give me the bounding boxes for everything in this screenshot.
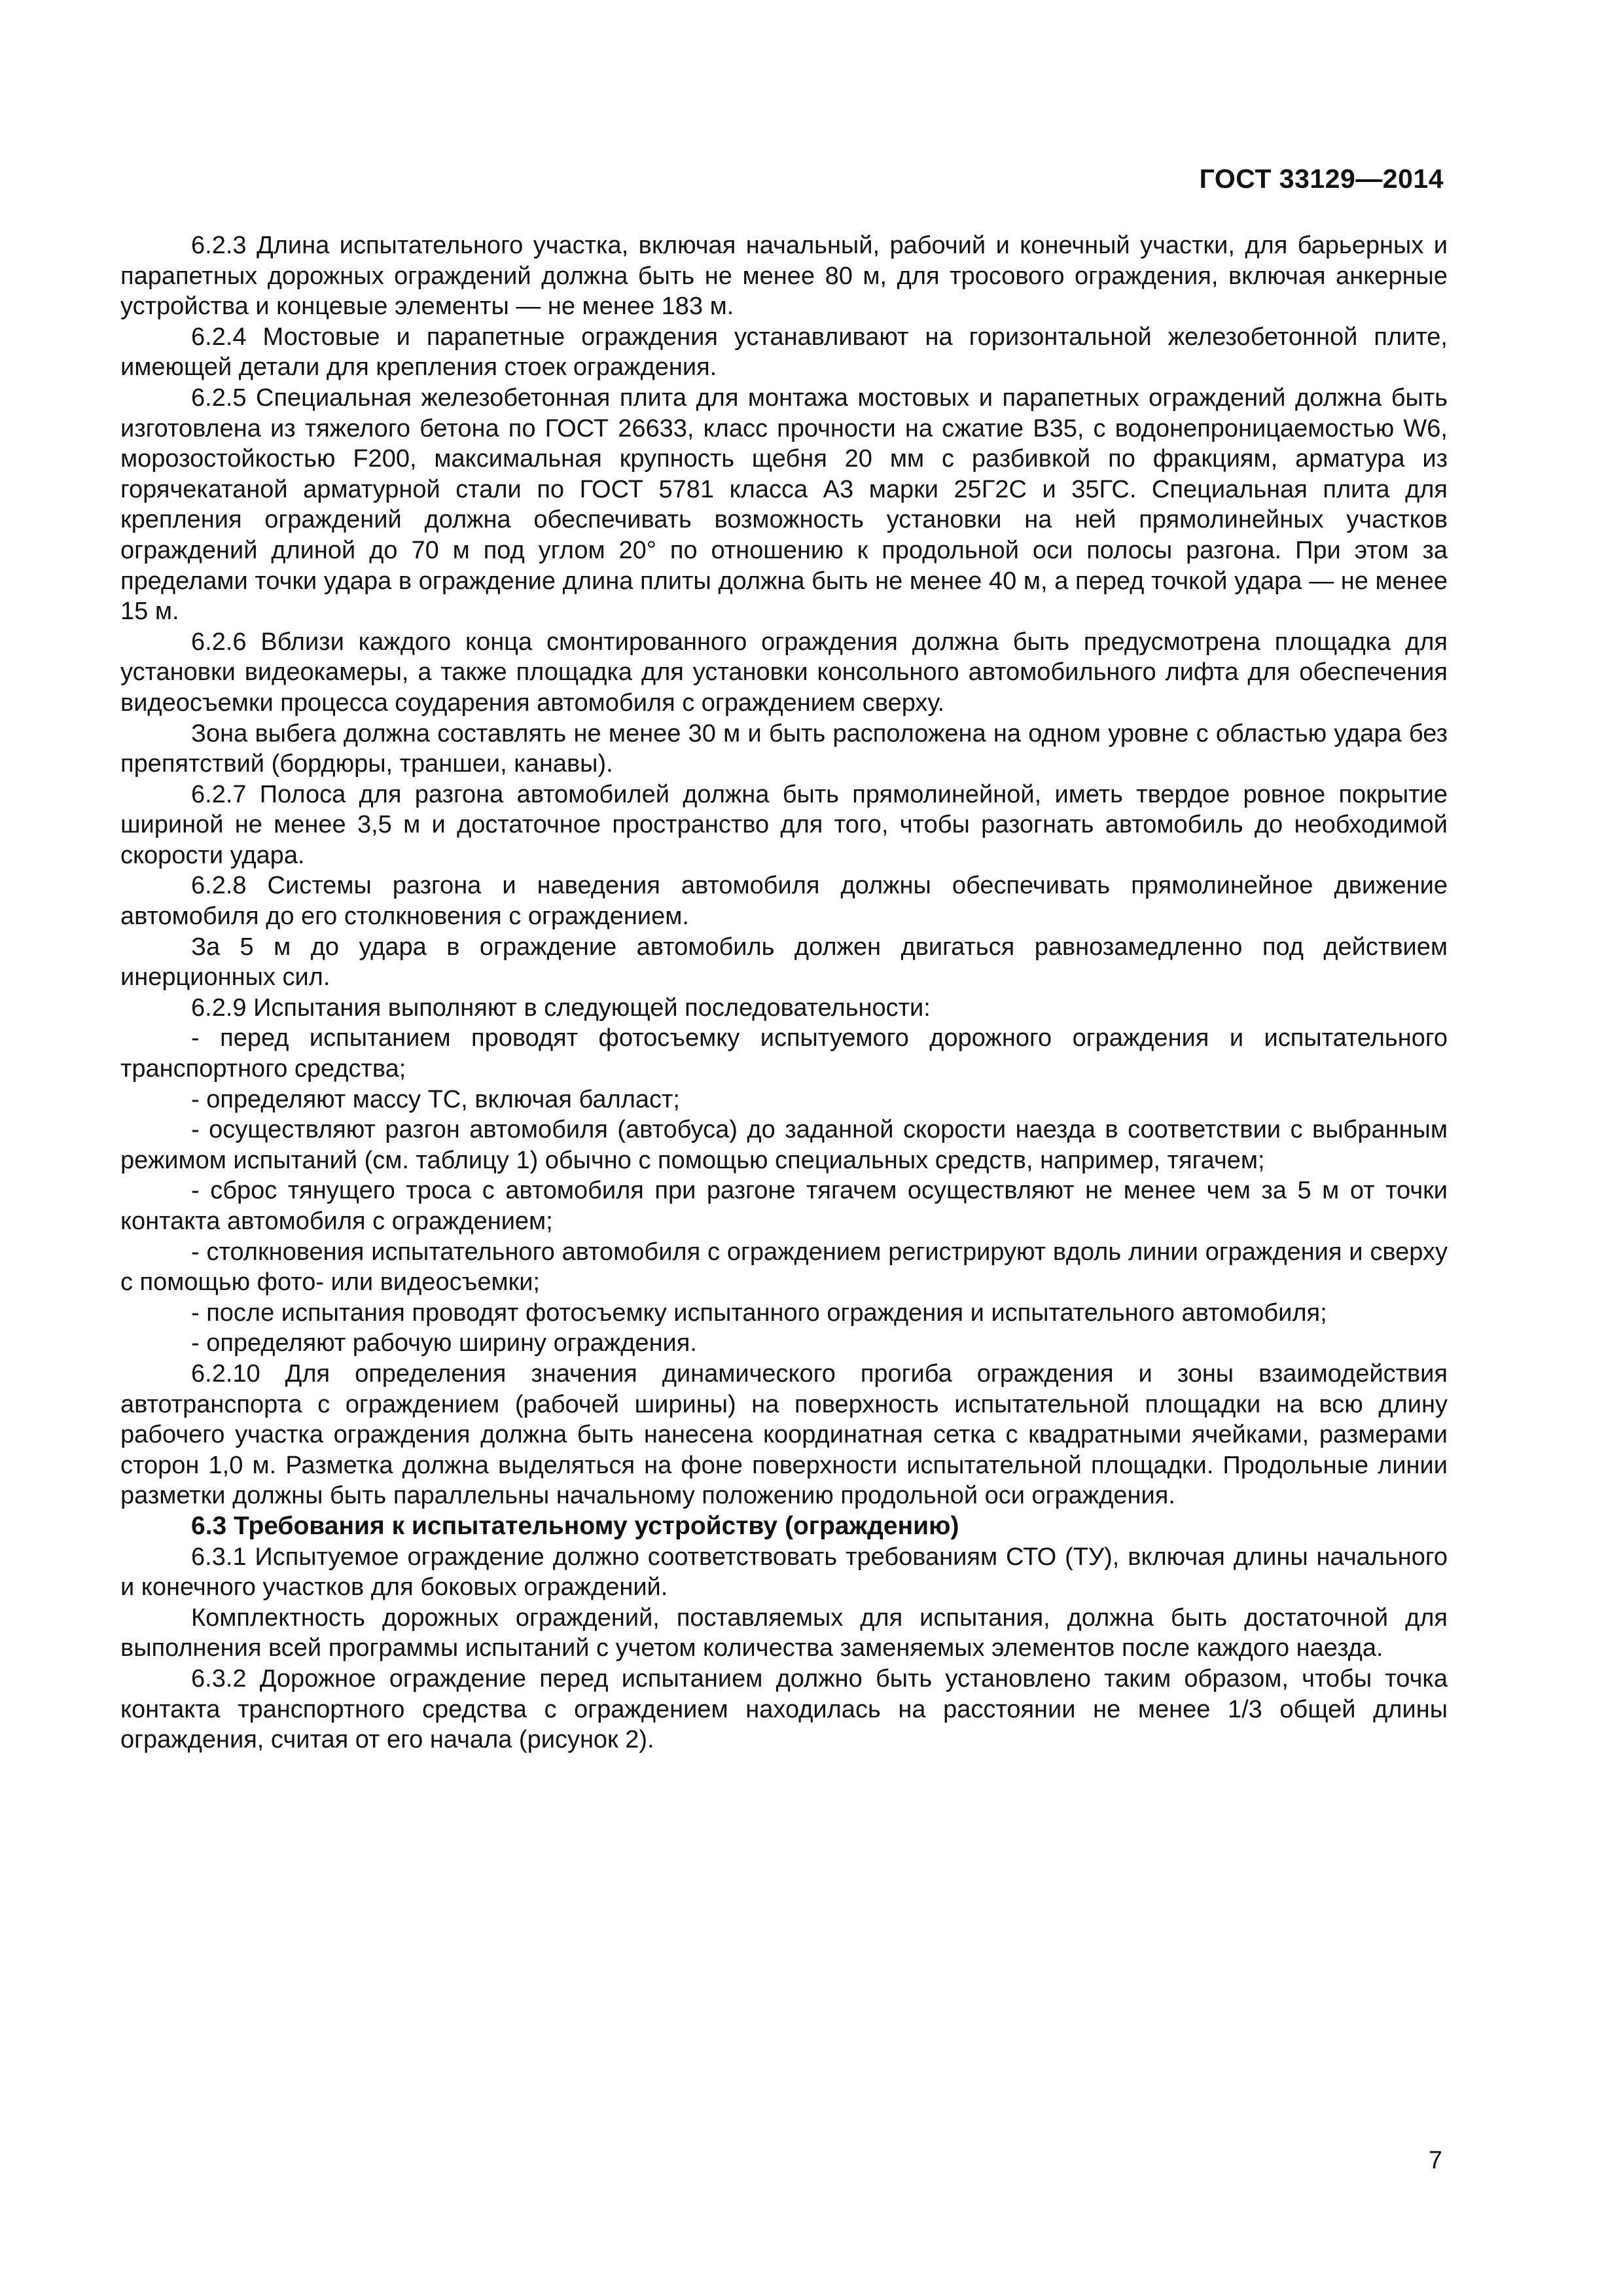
list-item: - столкновения испытательного автомобиля с ограждением регистрируют вдоль линии ограждения и сверху с помощью фото- или видеосъемки; <box>120 1238 1448 1297</box>
list-item: - сброс тянущего троса с автомобиля при разгоне тягачем осуществляют не менее чем за 5 м от точки контакта автомобиля с ограждением; <box>120 1177 1448 1235</box>
paragraph-completeness: Комплектность дорожных ограждений, поставляемых для испытания, должна быть достаточной для выполнения всей программы испытаний с учетом количества заменяемых элементов после каждого наезда. <box>120 1604 1448 1662</box>
list-item: - осуществляют разгон автомобиля (автобуса) до заданной скорости наезда в соответствии с выбранным режимом испытаний (см. таблицу 1) обычно с помощью специальных средств, например, тягачем; <box>120 1116 1448 1174</box>
paragraph-6-2-7: 6.2.7 Полоса для разгона автомобилей должна быть прямолинейной, иметь твердое ровное покрытие шириной не менее 3,5 м и достаточное пространство для того, чтобы разогнать автомобиль до необходимой скорости удара. <box>120 780 1448 869</box>
standard-header: ГОСТ 33129—2014 <box>1199 164 1444 194</box>
list-item: - после испытания проводят фотосъемку испытанного ограждения и испытательного автомобиля; <box>191 1299 1327 1327</box>
paragraph-6-3-1: 6.3.1 Испытуемое ограждение должно соответствовать требованиям СТО (ТУ), включая длины начального и конечного участков для боковых ограждений. <box>120 1543 1448 1602</box>
page-number: 7 <box>1428 2147 1442 2174</box>
paragraph-6-2-9: 6.2.9 Испытания выполняют в следующей последовательности: <box>191 994 931 1022</box>
paragraph-6-2-3: 6.2.3 Длина испытательного участка, включая начальный, рабочий и конечный участки, для барьерных и парапетных дорожных ограждений должна быть не менее 80 м, для тросового ограждения, включая анкерные устройства и концевые элементы — не менее 183 м. <box>120 232 1448 321</box>
list-item: - определяют рабочую ширину ограждения. <box>191 1329 697 1357</box>
paragraph-6-3-2: 6.3.2 Дорожное ограждение перед испытанием должно быть установлено таким образом, чтобы точка контакта транспортного средства с ограждением находилась на расстоянии не менее 1/3 общей длины ограждения, считая от его начала (рисунок 2). <box>120 1664 1448 1754</box>
paragraph-deceleration: За 5 м до удара в ограждение автомобиль должен двигаться равнозамедленно под действием инерционных сил. <box>120 933 1448 992</box>
paragraph-6-2-4: 6.2.4 Мостовые и парапетные ограждения устанавливают на горизонтальной железобетонной плите, имеющей детали для крепления стоек ограждения. <box>120 323 1448 382</box>
paragraph-6-2-8: 6.2.8 Системы разгона и наведения автомобиля должны обеспечивать прямолинейное движение автомобиля до его столкновения с ограждением. <box>120 872 1448 931</box>
section-heading: 6.3 Требования к испытательному устройству (ограждению) <box>191 1511 959 1540</box>
paragraph-6-2-5: 6.2.5 Специальная железобетонная плита для монтажа мостовых и парапетных ограждений должна быть изготовлена из тяжелого бетона по ГОСТ 26633, класс прочности на сжатие В35, с водонепроницаемостью W6, морозостойкостью F200, максимальная крупность щебня 20 мм с разбивкой по фракциям, арматура из горячекатаной арматурной стали по ГОСТ 5781 класса А3 марки 25Г2С и 35ГС. Специальная плита для крепления ограждений должна обеспечивать возможность установки на ней прямолинейных участков ограждений длиной до 70 м под углом 20° по отношению к продольной оси полосы разгона. При этом за пределами точки удара в ограждение длина плиты должна быть не менее 40 м, а перед точкой удара — не менее 15 м. <box>120 384 1448 626</box>
list-item: - определяют массу ТС, включая балласт; <box>191 1085 680 1113</box>
document-body <box>120 230 1448 1755</box>
list-item: - перед испытанием проводят фотосъемку испытуемого дорожного ограждения и испытательного транспортного средства; <box>120 1024 1448 1083</box>
paragraph-6-2-6: 6.2.6 Вблизи каждого конца смонтированного ограждения должна быть предусмотрена площадка для установки видеокамеры, а также площадка для установки консольного автомобильного лифта для обеспечения видеосъемки процесса соударения автомобиля с ограждением сверху. <box>120 628 1448 717</box>
paragraph-runout-zone: Зона выбега должна составлять не менее 30 м и быть расположена на одном уровне с областью удара без препятствий (бордюры, траншеи, канавы). <box>120 719 1448 778</box>
paragraph-6-2-10: 6.2.10 Для определения значения динамического прогиба ограждения и зоны взаимодействия автотранспорта с ограждением (рабочей ширины) на поверхность испытательной площадки на всю длину рабочего участка ограждения должна быть нанесена координатная сетка с квадратными ячейками, размерами сторон 1,0 м. Разметка должна выделяться на фоне поверхности испытательной площадки. Продольные линии разметки должны быть параллельны начальному положению продольной оси ограждения. <box>120 1359 1448 1510</box>
